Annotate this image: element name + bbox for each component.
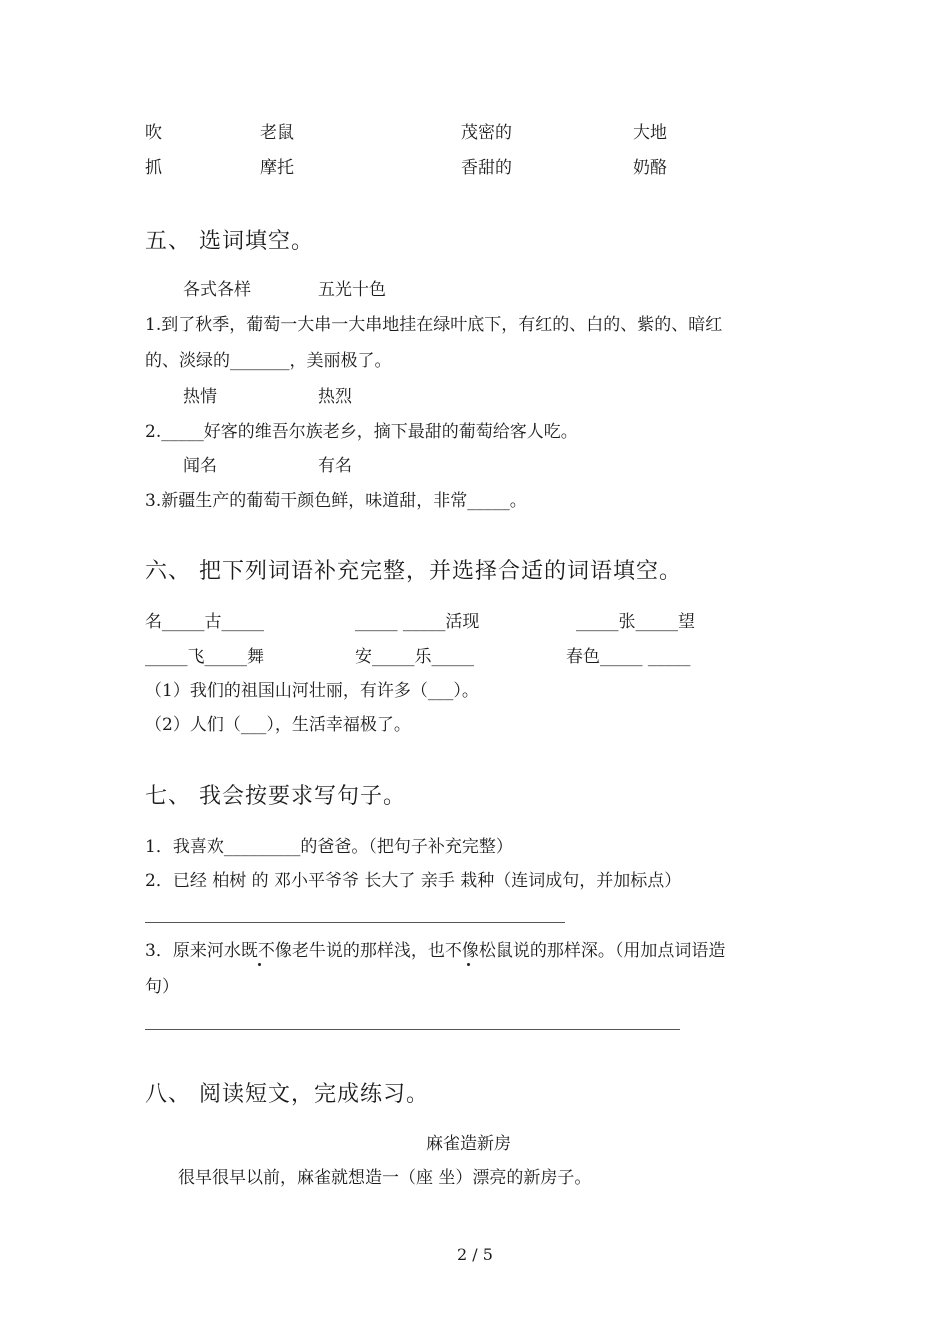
s6-q1: （1）我们的祖国山河壮丽，有许多（___）。 [145, 681, 479, 701]
s5-q2-option-2: 热烈 [318, 387, 352, 407]
match-verb-1: 吹 [145, 123, 162, 143]
match-noun-2: 摩托 [260, 158, 294, 178]
match-adj-2: 香甜的 [461, 158, 512, 178]
match-adj-1: 茂密的 [461, 123, 512, 143]
s7-q3-line1: 3．原来河水既不像老牛说的那样浅，也不像松鼠说的那样深。（用加点词语造 [145, 941, 726, 961]
match-noun-r1: 大地 [633, 123, 667, 143]
emphasis-dot-ye [467, 963, 470, 966]
s6-idiom-6: 春色_____ _____ [566, 647, 691, 667]
section7-title: 七、 我会按要求写句子。 [145, 784, 406, 809]
s6-q2: （2）人们（___），生活幸福极了。 [145, 715, 411, 735]
s7-q3-line2: 句） [145, 977, 179, 997]
story-paragraph-1: 很早很早以前，麻雀就想造一（座 坐）漂亮的新房子。 [178, 1168, 592, 1188]
s5-q2-text: 2._____好客的维吾尔族老乡，摘下最甜的葡萄给客人吃。 [145, 422, 578, 442]
s5-q1-line2: 的、淡绿的_______，美丽极了。 [145, 351, 392, 371]
s5-q1-line1: 1.到了秋季，葡萄一大串一大串地挂在绿叶底下，有红的、白的、紫的、暗红 [145, 315, 723, 335]
s6-idiom-4: _____飞_____舞 [145, 647, 264, 667]
s6-idiom-3: _____张_____望 [576, 612, 695, 632]
s7-q2: 2．已经 柏树 的 邓小平爷爷 长大了 亲手 栽种（连词成句，并加标点） [145, 871, 682, 891]
s7-q1: 1．我喜欢_________的爸爸。（把句子补充完整） [145, 837, 513, 857]
section8-title: 八、 阅读短文，完成练习。 [145, 1082, 429, 1107]
section5-title: 五、 选词填空。 [145, 229, 314, 254]
s7-q3-answer-line [145, 1029, 680, 1030]
story-title: 麻雀造新房 [426, 1134, 511, 1154]
s7-q2-answer-line [145, 922, 565, 923]
section6-title: 六、 把下列词语补充完整，并选择合适的词语填空。 [145, 559, 682, 584]
s6-idiom-1: 名_____古_____ [145, 612, 264, 632]
s6-idiom-2: _____ _____活现 [355, 612, 480, 632]
s5-q1-option-2: 五光十色 [318, 280, 386, 300]
s5-q3-option-2: 有名 [318, 456, 352, 476]
match-noun-r2: 奶酪 [633, 158, 667, 178]
s5-q1-option-1: 各式各样 [183, 280, 251, 300]
emphasis-dot-ji [258, 963, 261, 966]
s5-q3-option-1: 闻名 [183, 456, 217, 476]
s6-idiom-5: 安_____乐_____ [355, 647, 474, 667]
match-noun-1: 老鼠 [260, 123, 294, 143]
page-number: 2 / 5 [457, 1245, 493, 1264]
match-verb-2: 抓 [145, 158, 162, 178]
s5-q2-option-1: 热情 [183, 387, 217, 407]
s5-q3-text: 3.新疆生产的葡萄干颜色鲜，味道甜，非常_____。 [145, 491, 527, 511]
